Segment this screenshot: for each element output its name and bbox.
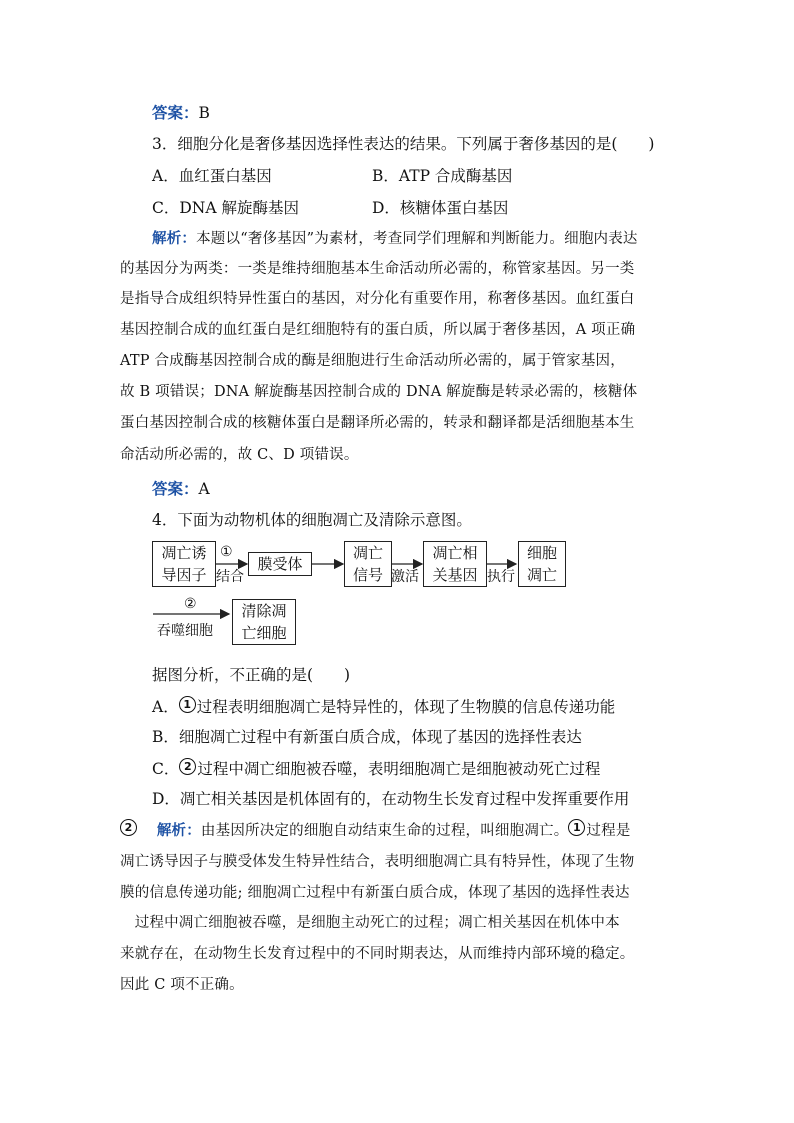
q3-explanation-line: 是指导合成组织特异性蛋白的基因，对分化有重要作用，称奢侈基因。血红蛋白	[120, 291, 635, 307]
arrow1-number: ①	[220, 544, 233, 560]
q4-explanation-line: 膜的信息传递功能; 细胞凋亡过程中有新蛋白质合成，体现了基因的选择性表达	[120, 885, 630, 901]
q3-explanation-line: 基因控制合成的血红蛋白是红细胞特有的蛋白质，所以属于奢侈基因，A 项正确	[120, 322, 636, 338]
circled-1-icon: 1	[179, 696, 196, 713]
box-clear-apoptotic-cells: 清除凋 亡细胞	[232, 599, 296, 645]
circled-2-icon: 2	[179, 758, 196, 775]
q4-explanation-line: 2 解析：由基因所决定的细胞自动结束生命的过程，叫细胞凋亡。 1 过程是	[120, 819, 631, 841]
answer-value: A	[198, 480, 210, 498]
box-apoptosis-signal: 凋亡 信号	[344, 541, 392, 587]
arrow1-label: 结合	[216, 569, 244, 585]
q4-explanation-line: 因此 C 项不正确。	[120, 977, 244, 993]
answer-label: 答案：	[152, 479, 199, 498]
q3-option-c: C．DNA 解旋酶基因	[152, 199, 299, 217]
box-apoptosis-inducer: 凋亡诱 导因子	[152, 541, 216, 587]
q4-explanation-line: 过程中凋亡细胞被吞噬，是细胞主动死亡的过程；凋亡相关基因在机体中本	[120, 915, 620, 931]
q4-explanation-line: 来就存在，在动物生长发育过程中的不同时期表达，从而维持内部环境的稳定。	[120, 946, 635, 962]
q3-option-b: B．ATP 合成酶基因	[372, 167, 513, 185]
q4-stem: 4．下面为动物机体的细胞凋亡及清除示意图。	[152, 511, 472, 529]
answer-value: B	[198, 104, 210, 122]
circled-2-icon: 2	[120, 819, 137, 836]
q4-option-d: D．凋亡相关基因是机体固有的，在动物生长发育过程中发挥重要作用	[152, 790, 630, 808]
explanation-label: 解析：	[156, 822, 201, 839]
q4-option-a: A． 1 过程表明细胞凋亡是特异性的，体现了生物膜的信息传递功能	[152, 698, 616, 716]
q3-explanation-line: 的基因分为两类：一类是维持细胞基本生命活动所必需的，称管家基因。另一类	[120, 261, 635, 277]
q3-option-a: A．血红蛋白基因	[152, 167, 272, 185]
box-membrane-receptor: 膜受体	[248, 552, 312, 576]
arrow4-label: 执行	[487, 569, 515, 585]
circled-1-icon: 1	[568, 819, 585, 836]
q4-prompt: 据图分析，不正确的是( )	[152, 666, 351, 684]
box-cell-apoptosis: 细胞 凋亡	[518, 541, 566, 587]
explanation-label: 解析：	[152, 230, 197, 247]
q4-option-b: B．细胞凋亡过程中有新蛋白质合成，体现了基因的选择性表达	[152, 728, 582, 746]
q3-explanation-line: 命活动所必需的，故 C、D 项错误。	[120, 447, 359, 463]
q3-explanation-line: 蛋白基因控制合成的核糖体蛋白是翻译所必需的，转录和翻译都是活细胞基本生	[120, 415, 635, 431]
arrow3-label: 激活	[391, 569, 419, 585]
q4-option-c: C． 2 过程中凋亡细胞被吞噬，表明细胞凋亡是细胞被动死亡过程	[152, 760, 601, 778]
arrow5-number: ②	[184, 596, 197, 612]
answer-label: 答案：	[152, 103, 199, 122]
q3-explanation-line: ATP 合成酶基因控制合成的酶是细胞进行生命活动所必需的，属于管家基因，	[120, 353, 625, 369]
arrow5-label: 吞噬细胞	[157, 623, 213, 639]
q3-stem: 3．细胞分化是奢侈基因选择性表达的结果。下列属于奢侈基因的是( )	[152, 135, 655, 153]
q3-option-d: D．核糖体蛋白基因	[372, 199, 509, 217]
q4-explanation-line: 凋亡诱导因子与膜受体发生特异性结合，表明细胞凋亡具有特异性，体现了生物	[120, 854, 635, 870]
q3-explanation-line: 故 B 项错误；DNA 解旋酶基因控制合成的 DNA 解旋酶是转录必需的，核糖体	[120, 384, 638, 400]
q3-explanation-line: 解析：本题以“奢侈基因”为素材，考查同学们理解和判断能力。细胞内表达	[152, 230, 638, 247]
box-apoptosis-genes: 凋亡相 关基因	[423, 541, 487, 587]
